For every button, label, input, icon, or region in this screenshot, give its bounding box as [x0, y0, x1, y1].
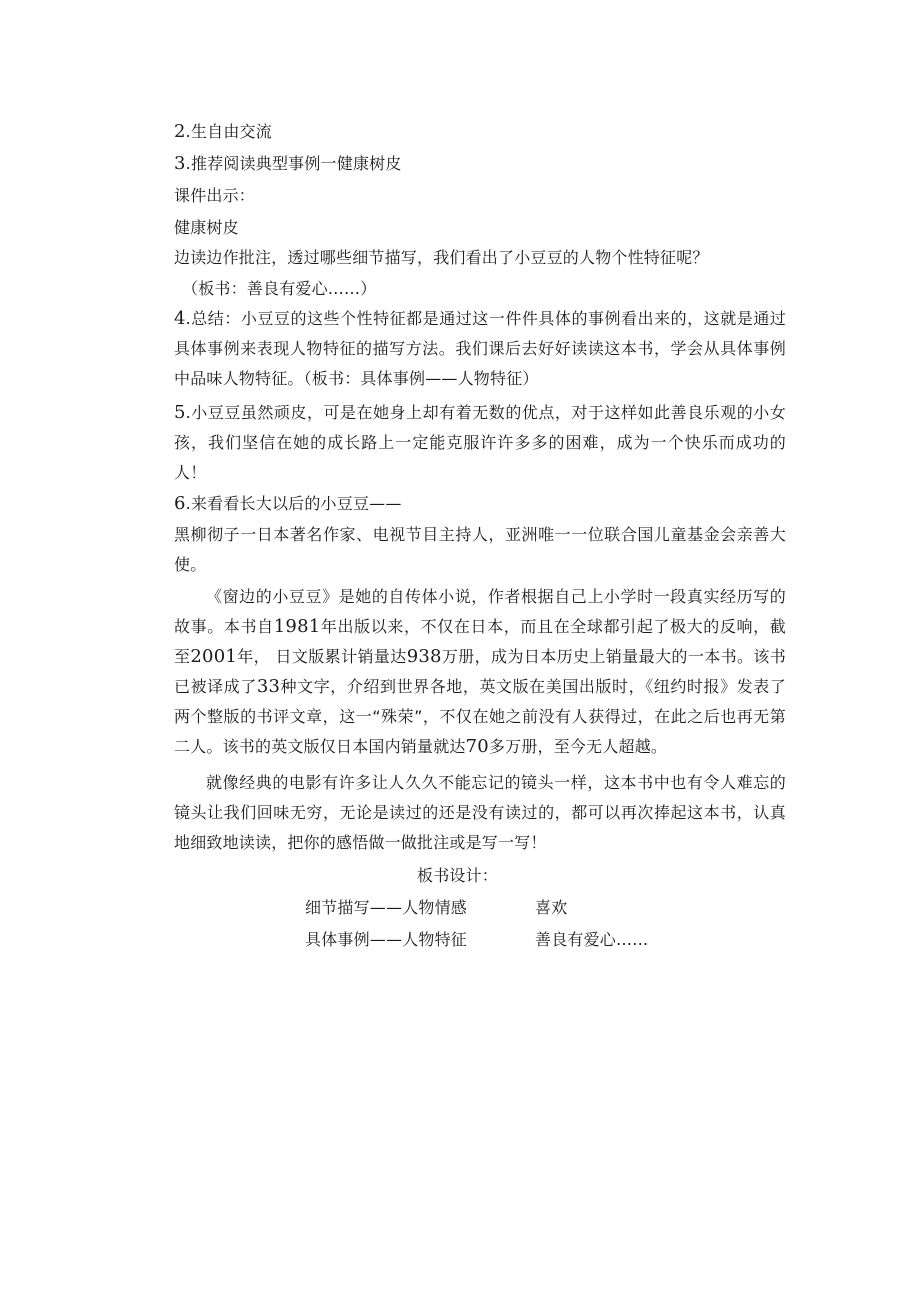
board-design-row-1-right: 喜欢: [535, 898, 568, 917]
cutoff-year: 2001: [190, 646, 238, 667]
book-paragraph-part-4: 万册，成为日本历史上销量最大的一本书。该书已被译成了: [174, 647, 787, 696]
item-2: [174, 122, 272, 142]
item-6-number: 6: [174, 493, 186, 514]
item-4: [174, 304, 786, 394]
item-3-text: .推荐阅读典型事例一健康树皮: [185, 154, 402, 173]
book-paragraph-part-1: 《窗边的小豆豆》是她的自传体小说，作者根据自己上小学时一段真实经历写的故事。本书自: [174, 587, 786, 636]
item-2-text: .生自由交流: [185, 122, 272, 141]
board-design-row-1-left: 细节描写——人物情感: [305, 898, 468, 917]
book-paragraph-part-5: 种文字，介绍到世界各地，英文版在美国出版时，《纽约时报》发表了两个整版的书评文章，这一“殊荣”，不仅在她之前没有人获得过，在此之后也再无第二人。该书的英文版仅日本国内销量就达: [174, 677, 786, 756]
question-text: 边读边作批注，透过哪些细节描写，我们看出了小豆豆的人物个性特征呢？: [174, 248, 709, 267]
publish-year: 1981: [273, 616, 321, 637]
author-intro: 黑柳彻子一日本著名作家、电视节目主持人，亚洲唯一一位联合国儿童基金会亲善大使。: [174, 525, 786, 574]
board-design-row-2-left: 具体事例——人物特征: [305, 930, 468, 949]
closing-paragraph: 就像经典的电影有许多让人久久不能忘记的镜头一样，这本书中也有令人难忘的镜头让我们回味无穷，无论是读过的还是没有读过的，都可以再次捧起这本书，认真地细致地读读，把你的感悟做一做批注或是写一写！: [174, 773, 786, 852]
item-5: [174, 398, 786, 488]
item-6: [174, 494, 402, 514]
courseware-label: 课件出示：: [174, 186, 256, 205]
item-3: [174, 154, 402, 174]
sales-figure: 938: [406, 646, 442, 667]
item-4-number: 4: [174, 308, 186, 329]
item-4-text: .总结：小豆豆的这些个性特征都是通过这一件件具体的事例看出来的，这就是通过具体事例来表现人物特征的描写方法。我们课后去好好读读这本书，学会从具体事例中品味人物特征。（板书：具体事例——人物特征）: [174, 309, 786, 388]
english-sales-figure: 70: [465, 736, 489, 757]
book-paragraph-part-2: 年出版以来，不仅在日本，而且在全球都引起了极大的反响，截至: [174, 617, 786, 666]
board-design-row-2-right: 善良有爱心……: [535, 930, 649, 949]
book-paragraph: [174, 582, 786, 762]
book-paragraph-part-3: 年， 日文版累计销量达: [237, 647, 407, 666]
board-design-title: 板书设计：: [417, 866, 499, 885]
book-paragraph-part-6: 多万册，至今无人超越。: [488, 737, 668, 756]
item-5-number: 5: [174, 402, 186, 423]
language-count: 33: [256, 676, 281, 697]
board-note-1: （板书：善良有爱心……）: [182, 279, 377, 298]
item-3-number: 3: [174, 153, 186, 174]
courseware-title: 健康树皮: [174, 218, 239, 237]
item-6-text: .来看看长大以后的小豆豆——: [185, 494, 402, 513]
item-2-number: 2: [174, 121, 186, 142]
item-5-text: .小豆豆虽然顽皮，可是在她身上却有着无数的优点，对于这样如此善良乐观的小女孩，我们坚信在她的成长路上一定能克服许许多多的困难，成为一个快乐而成功的人！: [174, 403, 786, 482]
